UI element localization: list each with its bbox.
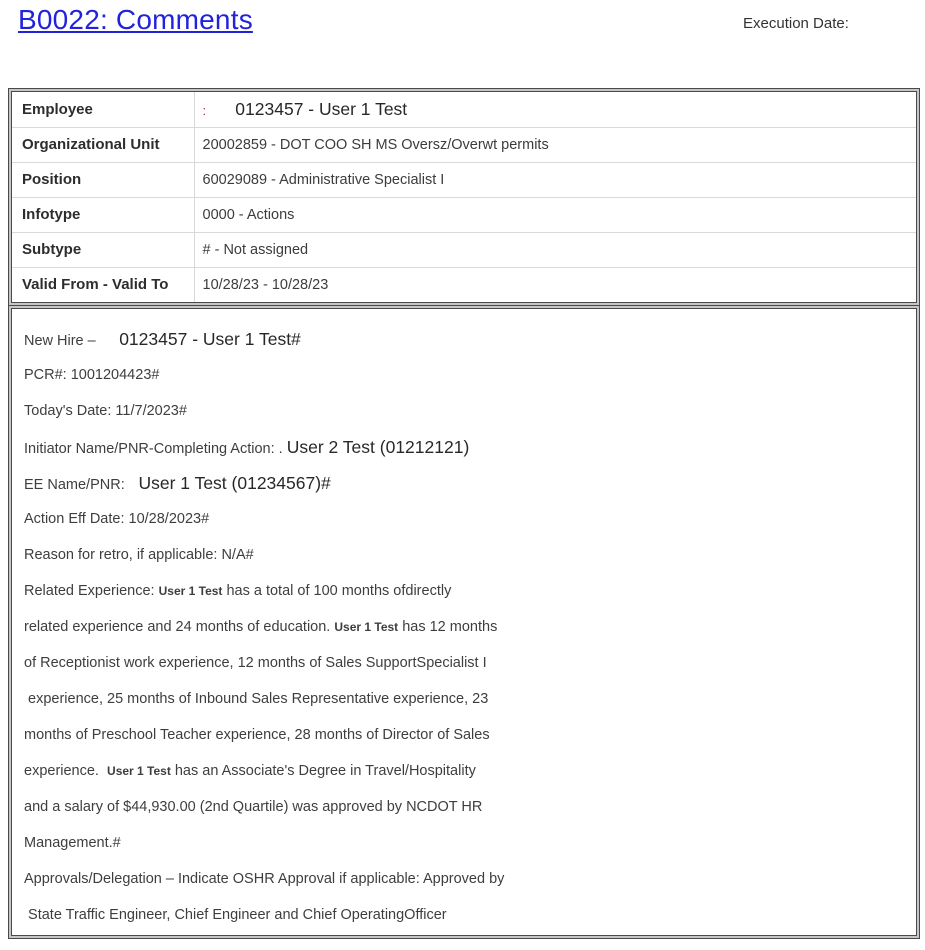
- comment-line: [24, 825, 906, 861]
- value-prefix-colon: :: [202, 102, 207, 118]
- comment-segment: Action Eff Date: 10/28/2023#: [24, 511, 210, 527]
- report-title-link[interactable]: B0022: Comments: [18, 4, 253, 35]
- value-text: 10/28/23 - 10/28/23: [202, 276, 329, 293]
- employee-info-table-inner: [11, 91, 917, 303]
- comment-segment: and a salary of $44,930.00 (2nd Quartile) was approved by NCDOT HR: [24, 799, 483, 815]
- comment-segment: experience.: [24, 763, 108, 779]
- comment-segment: User 1 Test (01234567)#: [128, 473, 331, 493]
- comment-line: [24, 681, 906, 717]
- comment-line: [24, 717, 906, 753]
- comment-segment: experience, 25 months of Inbound Sales Representative experience, 23: [24, 691, 489, 707]
- info-row-value: [194, 197, 916, 232]
- info-row-label: Employee: [22, 100, 93, 118]
- comment-line: [24, 501, 906, 537]
- info-row-label: Valid From - Valid To: [12, 267, 194, 302]
- comment-segment: related experience and 24 months of education.: [24, 619, 335, 635]
- info-row: [12, 92, 916, 127]
- info-row-value: [194, 127, 916, 162]
- comment-segment: New Hire –: [24, 333, 100, 349]
- comment-segment: has 12 months: [398, 619, 498, 635]
- value-text: 20002859 - DOT COO SH MS Oversz/Overwt permits: [202, 136, 549, 153]
- info-row: [12, 127, 916, 162]
- comment-line: [24, 753, 906, 789]
- info-row-value: [194, 92, 916, 127]
- comment-segment: User 1 Test: [158, 584, 223, 598]
- comment-line: [24, 321, 906, 357]
- value-text: 0000 - Actions: [202, 206, 295, 223]
- employee-info-table: [8, 88, 920, 306]
- info-row: [12, 162, 916, 197]
- execution-date-label: Execution Date:: [743, 15, 849, 32]
- comment-segment: Management.#: [24, 835, 121, 851]
- info-row: [12, 267, 916, 302]
- comment-segment: User 1 Test: [334, 620, 399, 634]
- comment-line: [24, 789, 906, 825]
- comment-line: [24, 429, 906, 465]
- comments-text-area: [11, 308, 917, 936]
- comment-line: [24, 861, 906, 897]
- comment-segment: Initiator Name/PNR-Completing Action: .: [24, 441, 287, 457]
- comment-segment: Related Experience:: [24, 583, 159, 599]
- comment-segment: Today's Date: 11/7/2023#: [24, 403, 187, 419]
- comment-segment: User 1 Test: [107, 764, 171, 778]
- comment-line: [24, 609, 906, 645]
- value-text: 60029089 - Administrative Specialist I: [202, 171, 445, 188]
- info-row: [12, 197, 916, 232]
- info-row-value: [194, 232, 916, 267]
- comment-line: [24, 357, 906, 393]
- value-text: 0123457 - User 1 Test: [206, 98, 408, 119]
- comment-segment: has a total of 100 months ofdirectly: [222, 583, 452, 599]
- info-row-value: [194, 162, 916, 197]
- comment-segment: Reason for retro, if applicable: N/A#: [24, 547, 254, 563]
- comment-line: [24, 645, 906, 681]
- comment-segment: EE Name/PNR:: [24, 477, 129, 493]
- value-text: # - Not assigned: [202, 241, 309, 258]
- comment-segment: months of Preschool Teacher experience, 28 months of Director of Sales: [24, 727, 490, 743]
- info-row-label: Position: [12, 162, 194, 197]
- comment-line: [24, 393, 906, 429]
- comment-segment: 0123457 - User 1 Test#: [99, 329, 301, 349]
- info-row: [12, 232, 916, 267]
- comments-body-box: [8, 305, 920, 939]
- info-row-label: Subtype: [12, 232, 194, 267]
- comment-segment: User 2 Test (01212121): [286, 437, 470, 457]
- info-row-label: Organizational Unit: [12, 127, 194, 162]
- comment-line: [24, 537, 906, 573]
- comment-segment: Approvals/Delegation – Indicate OSHR Approval if applicable: Approved by: [24, 871, 505, 887]
- comment-segment: PCR#: 1001204423#: [24, 367, 160, 383]
- info-row-label: Infotype: [12, 197, 194, 232]
- comment-line: [24, 465, 906, 501]
- comment-line: [24, 897, 906, 933]
- comment-segment: of Receptionist work experience, 12 months of Sales SupportSpecialist I: [24, 655, 487, 671]
- comment-segment: has an Associate's Degree in Travel/Hospitality: [170, 763, 476, 779]
- comment-segment: State Traffic Engineer, Chief Engineer and Chief OperatingOfficer: [24, 907, 447, 923]
- info-row-value: [194, 267, 916, 302]
- comment-line: [24, 573, 906, 609]
